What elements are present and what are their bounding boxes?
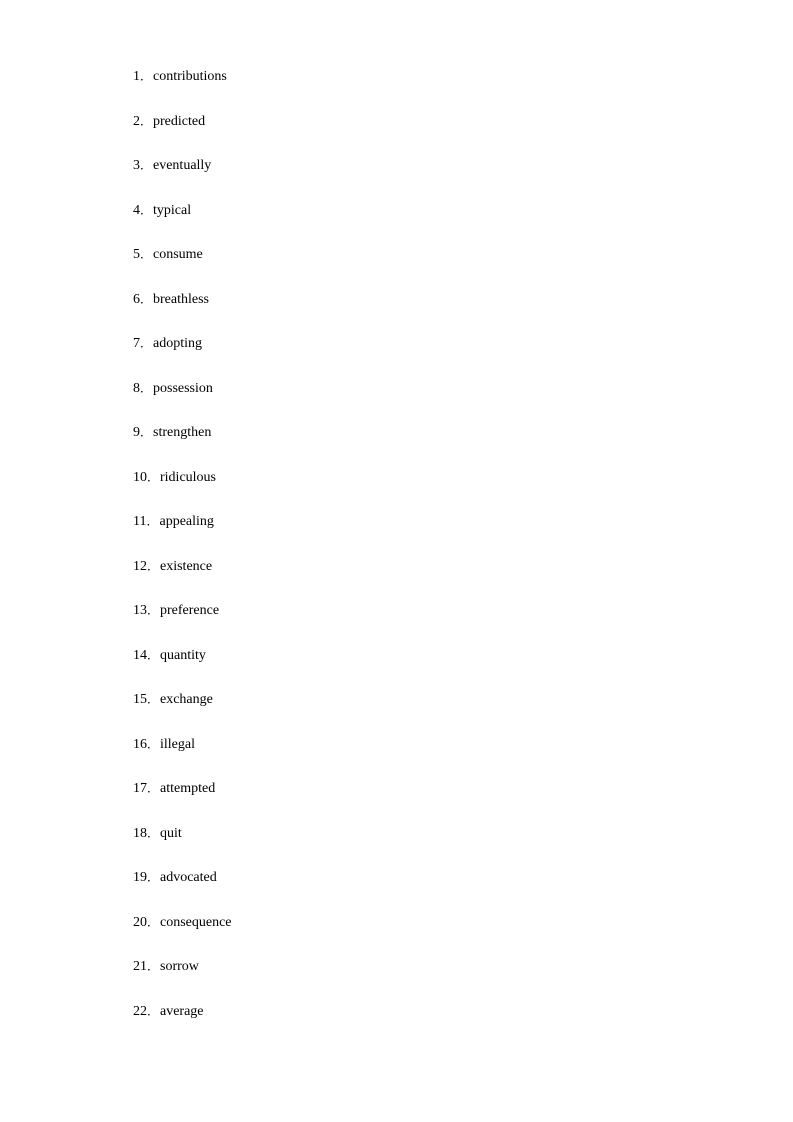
answer-item [133, 421, 232, 466]
answer-item [133, 599, 232, 644]
answer-item [133, 688, 232, 733]
answer-item [133, 1000, 232, 1045]
item-word: contributions [153, 69, 227, 84]
answer-item [133, 110, 232, 155]
answer-item [133, 777, 232, 822]
item-word: quit [160, 825, 182, 841]
item-number: 3 [133, 158, 140, 173]
item-number: 16 [133, 736, 147, 752]
item-word: ridiculous [160, 469, 216, 485]
item-number: 21 [133, 959, 147, 974]
answer-item [133, 466, 232, 511]
item-number: 22 [133, 1003, 147, 1019]
answer-item [133, 955, 232, 1000]
item-number: 11 [133, 514, 147, 529]
item-number: 18 [133, 825, 147, 841]
item-number: 5 [133, 247, 140, 262]
item-separator: ． [147, 914, 160, 929]
item-word: advocated [160, 870, 217, 885]
item-number: 17 [133, 781, 147, 796]
answer-item [133, 332, 232, 377]
item-word: illegal [160, 736, 195, 752]
item-word: predicted [153, 113, 206, 129]
item-separator: ． [140, 425, 153, 439]
answer-item [133, 377, 232, 422]
answer-item [133, 243, 232, 288]
item-word: existence [160, 558, 213, 574]
item-separator: ． [147, 692, 160, 706]
item-number: 1 [133, 69, 140, 84]
item-word: consume [153, 247, 203, 262]
item-number: 7 [133, 336, 140, 351]
item-number: 14 [133, 647, 147, 663]
answer-item [133, 644, 232, 689]
item-word: attempted [160, 781, 216, 796]
item-word: possession [153, 380, 213, 396]
item-separator: ． [140, 380, 153, 395]
item-word: exchange [160, 692, 213, 707]
item-number: 4 [133, 202, 140, 218]
item-number: 13 [133, 603, 147, 618]
item-number: 2 [133, 113, 140, 129]
item-separator: ． [147, 647, 160, 662]
item-separator: ． [147, 825, 160, 840]
answer-item [133, 199, 232, 244]
item-number: 8 [133, 380, 140, 396]
item-separator: ． [147, 469, 160, 484]
item-word: breathless [153, 291, 209, 307]
answer-item [133, 911, 232, 956]
item-separator: ． [147, 736, 160, 751]
item-separator: ． [140, 158, 153, 172]
item-number: 20 [133, 914, 147, 930]
item-separator: ． [147, 781, 160, 795]
answer-item [133, 555, 232, 600]
item-number: 6 [133, 291, 140, 307]
item-number: 10 [133, 469, 147, 485]
item-number: 15 [133, 692, 147, 707]
item-separator: ． [147, 558, 160, 573]
item-separator: ． [140, 247, 153, 261]
item-separator: ． [147, 870, 160, 884]
item-number: 19 [133, 870, 147, 885]
item-word: appealing [159, 514, 214, 529]
item-separator: ． [146, 514, 159, 528]
answer-item [133, 65, 232, 110]
answer-item [133, 733, 232, 778]
item-word: eventually [153, 158, 212, 173]
item-word: adopting [153, 336, 202, 351]
item-separator: ． [147, 1003, 160, 1018]
item-separator: ． [140, 336, 153, 350]
item-separator: ． [147, 603, 160, 617]
item-word: preference [160, 603, 220, 618]
item-separator: ． [140, 113, 153, 128]
item-word: average [160, 1003, 204, 1019]
item-word: consequence [160, 914, 232, 930]
item-separator: ． [140, 202, 153, 217]
item-word: quantity [160, 647, 206, 663]
item-number: 12 [133, 558, 147, 574]
answer-list [133, 65, 232, 1044]
answer-item [133, 510, 232, 555]
answer-item [133, 288, 232, 333]
item-word: sorrow [160, 959, 199, 974]
item-number: 9 [133, 425, 140, 440]
item-word: typical [153, 202, 192, 218]
item-separator: ． [147, 959, 160, 973]
item-word: strengthen [153, 425, 212, 440]
answer-item [133, 866, 232, 911]
answer-item [133, 154, 232, 199]
item-separator: ． [140, 291, 153, 306]
answer-item [133, 822, 232, 867]
item-separator: ． [140, 69, 153, 83]
